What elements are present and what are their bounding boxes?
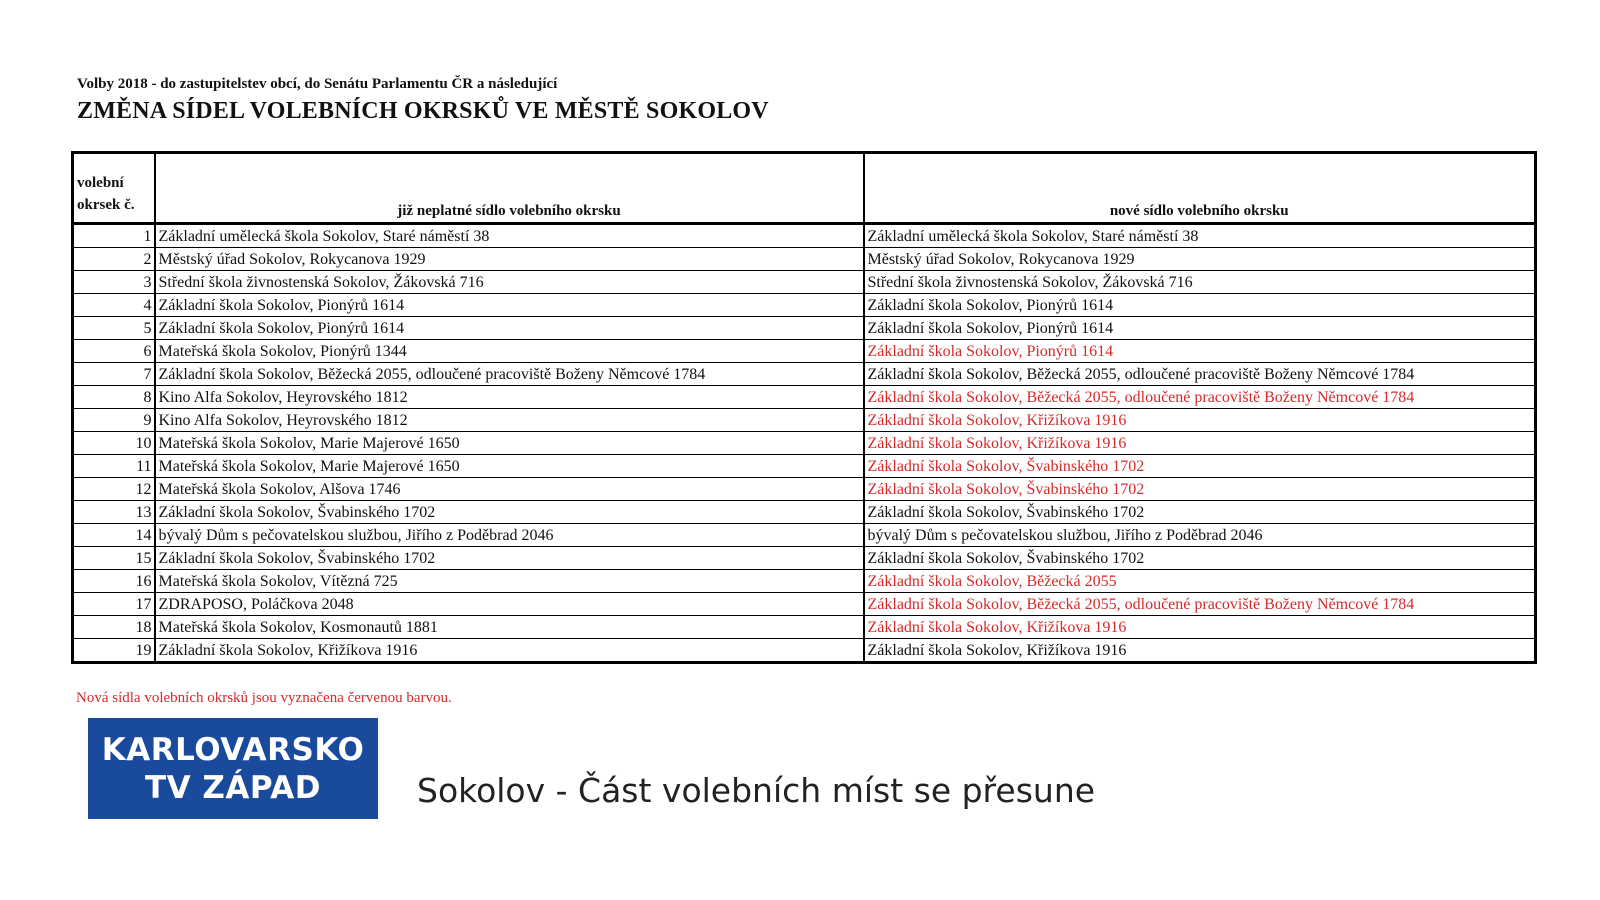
district-number-cell: 5 <box>73 317 155 340</box>
old-seat-cell: Mateřská škola Sokolov, Marie Majerové 1650 <box>155 432 864 455</box>
news-caption: Sokolov - Část volebních míst se přesune <box>417 771 1096 810</box>
new-seat-cell: Základní škola Sokolov, Křižíkova 1916 <box>864 409 1536 432</box>
table-row <box>73 547 1536 570</box>
new-seat-cell: Základní škola Sokolov, Švabinského 1702 <box>864 501 1536 524</box>
district-number-cell: 10 <box>73 432 155 455</box>
new-seat-cell: Základní škola Sokolov, Švabinského 1702 <box>864 547 1536 570</box>
table-row <box>73 294 1536 317</box>
district-number-cell: 6 <box>73 340 155 363</box>
header-district-number-line1: volební <box>77 175 124 191</box>
new-seat-cell: Základní škola Sokolov, Křižíkova 1916 <box>864 432 1536 455</box>
new-seat-cell: Základní škola Sokolov, Běžecká 2055 <box>864 570 1536 593</box>
old-seat-cell: Kino Alfa Sokolov, Heyrovského 1812 <box>155 386 864 409</box>
old-seat-cell: Mateřská škola Sokolov, Vítězná 725 <box>155 570 864 593</box>
table-row <box>73 478 1536 501</box>
table-row <box>73 409 1536 432</box>
old-seat-cell: Základní škola Sokolov, Pionýrů 1614 <box>155 294 864 317</box>
old-seat-cell: Městský úřad Sokolov, Rokycanova 1929 <box>155 248 864 271</box>
table-row <box>73 248 1536 271</box>
table-row <box>73 363 1536 386</box>
district-number-cell: 15 <box>73 547 155 570</box>
document-title: ZMĚNA SÍDEL VOLEBNÍCH OKRSKŮ VE MĚSTĚ SOKOLOV <box>77 98 769 124</box>
old-seat-cell: ZDRAPOSO, Poláčkova 2048 <box>155 593 864 616</box>
channel-logo <box>88 718 378 819</box>
old-seat-cell: Střední škola živnostenská Sokolov, Žákovská 716 <box>155 271 864 294</box>
old-seat-cell: Mateřská škola Sokolov, Marie Majerové 1650 <box>155 455 864 478</box>
logo-line2: TV ZÁPAD <box>145 769 321 806</box>
new-seat-cell: Základní škola Sokolov, Běžecká 2055, odloučené pracoviště Boženy Němcové 1784 <box>864 363 1536 386</box>
new-seat-cell: Městský úřad Sokolov, Rokycanova 1929 <box>864 248 1536 271</box>
table-row <box>73 432 1536 455</box>
district-number-cell: 11 <box>73 455 155 478</box>
new-seat-cell: Základní umělecká škola Sokolov, Staré náměstí 38 <box>864 224 1536 248</box>
district-number-cell: 8 <box>73 386 155 409</box>
district-number-cell: 4 <box>73 294 155 317</box>
district-number-cell: 16 <box>73 570 155 593</box>
old-seat-cell: Mateřská škola Sokolov, Kosmonautů 1881 <box>155 616 864 639</box>
district-number-cell: 19 <box>73 639 155 663</box>
old-seat-cell: Základní umělecká škola Sokolov, Staré náměstí 38 <box>155 224 864 248</box>
new-seat-cell: Základní škola Sokolov, Švabinského 1702 <box>864 478 1536 501</box>
old-seat-cell: Základní škola Sokolov, Švabinského 1702 <box>155 501 864 524</box>
old-seat-cell: Základní škola Sokolov, Švabinského 1702 <box>155 547 864 570</box>
header-new-seat: nové sídlo volebního okrsku <box>864 153 1536 224</box>
new-seat-cell: Základní škola Sokolov, Křižíkova 1916 <box>864 616 1536 639</box>
old-seat-cell: bývalý Dům s pečovatelskou službou, Jiřího z Poděbrad 2046 <box>155 524 864 547</box>
table-row <box>73 455 1536 478</box>
new-seat-cell: Základní škola Sokolov, Běžecká 2055, odloučené pracoviště Boženy Němcové 1784 <box>864 593 1536 616</box>
table-header-row <box>73 153 1536 224</box>
table-row <box>73 639 1536 663</box>
new-seat-cell: Základní škola Sokolov, Švabinského 1702 <box>864 455 1536 478</box>
polling-stations-table <box>71 151 1537 664</box>
old-seat-cell: Základní škola Sokolov, Pionýrů 1614 <box>155 317 864 340</box>
table-row <box>73 224 1536 248</box>
table-row <box>73 340 1536 363</box>
table-row <box>73 386 1536 409</box>
old-seat-cell: Kino Alfa Sokolov, Heyrovského 1812 <box>155 409 864 432</box>
district-number-cell: 14 <box>73 524 155 547</box>
table-row <box>73 570 1536 593</box>
new-seat-cell: Základní škola Sokolov, Pionýrů 1614 <box>864 294 1536 317</box>
table-row <box>73 616 1536 639</box>
new-seat-cell: Základní škola Sokolov, Pionýrů 1614 <box>864 317 1536 340</box>
district-number-cell: 17 <box>73 593 155 616</box>
header-old-seat: již neplatné sídlo volebního okrsku <box>155 153 864 224</box>
district-number-cell: 2 <box>73 248 155 271</box>
header-district-number <box>73 153 155 224</box>
district-number-cell: 3 <box>73 271 155 294</box>
district-number-cell: 9 <box>73 409 155 432</box>
header-district-number-line2: okrsek č. <box>77 197 135 213</box>
new-seat-cell: Základní škola Sokolov, Běžecká 2055, odloučené pracoviště Boženy Němcové 1784 <box>864 386 1536 409</box>
old-seat-cell: Mateřská škola Sokolov, Pionýrů 1344 <box>155 340 864 363</box>
table-row <box>73 593 1536 616</box>
new-seat-cell: Základní škola Sokolov, Pionýrů 1614 <box>864 340 1536 363</box>
old-seat-cell: Základní škola Sokolov, Běžecká 2055, odloučené pracoviště Boženy Němcové 1784 <box>155 363 864 386</box>
district-number-cell: 12 <box>73 478 155 501</box>
district-number-cell: 13 <box>73 501 155 524</box>
district-number-cell: 18 <box>73 616 155 639</box>
table-row <box>73 501 1536 524</box>
changes-note: Nová sídla volebních okrsků jsou vyznačena červenou barvou. <box>76 690 452 706</box>
old-seat-cell: Mateřská škola Sokolov, Alšova 1746 <box>155 478 864 501</box>
table-row <box>73 317 1536 340</box>
table-row <box>73 271 1536 294</box>
old-seat-cell: Základní škola Sokolov, Křižíkova 1916 <box>155 639 864 663</box>
new-seat-cell: Základní škola Sokolov, Křižíkova 1916 <box>864 639 1536 663</box>
table-row <box>73 524 1536 547</box>
new-seat-cell: Střední škola živnostenská Sokolov, Žákovská 716 <box>864 271 1536 294</box>
new-seat-cell: bývalý Dům s pečovatelskou službou, Jiřího z Poděbrad 2046 <box>864 524 1536 547</box>
document-subtitle: Volby 2018 - do zastupitelstev obcí, do Senátu Parlamentu ČR a následující <box>77 76 558 92</box>
table-body <box>73 224 1536 663</box>
logo-line1: KARLOVARSKO <box>101 731 365 768</box>
district-number-cell: 7 <box>73 363 155 386</box>
district-number-cell: 1 <box>73 224 155 248</box>
